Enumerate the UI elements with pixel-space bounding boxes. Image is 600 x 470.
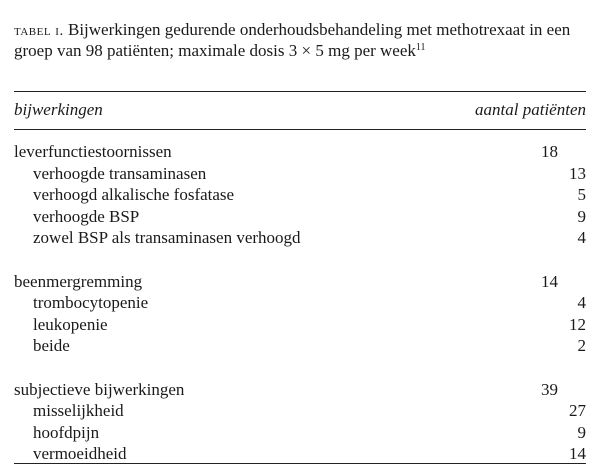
- row-value: 4: [577, 228, 586, 247]
- row-value: 12: [569, 314, 586, 334]
- row-label: verhoogde BSP: [33, 206, 140, 226]
- group-label: beenmergremming: [14, 271, 143, 291]
- group-total: 39: [541, 379, 558, 399]
- row-label: misselijkheid: [33, 401, 124, 420]
- group-label: subjectieve bijwerkingen: [14, 379, 185, 399]
- row-label: zowel BSP als transaminasen verhoogd: [33, 228, 301, 247]
- table-caption-text: Bijwerkingen gedurende onderhoudsbehandeling met methotrexaat in een groep van 98 patiënten; maximale dosis 3 × 5 mg per week: [14, 20, 571, 60]
- column-header-patient-count: aantal patiënten: [475, 100, 586, 119]
- table-row: [14, 314, 586, 336]
- group-row: [14, 379, 586, 401]
- table-row: [14, 184, 586, 206]
- row-value: 4: [577, 293, 586, 312]
- column-header-side-effects: bijwerkingen: [14, 100, 103, 119]
- table-top-rule: [14, 91, 586, 92]
- row-label: trombocytopenie: [33, 293, 149, 312]
- group-label: leverfunctiestoornissen: [14, 142, 172, 161]
- row-value: 5: [577, 185, 586, 204]
- row-label: beide: [33, 336, 70, 355]
- row-value: 27: [569, 401, 586, 420]
- row-value: 9: [577, 422, 586, 442]
- table-row: [14, 422, 586, 444]
- table-group: [14, 379, 586, 465]
- table-body: [14, 141, 586, 465]
- table-caption-label: tabel i.: [14, 23, 64, 39]
- table-row: [14, 443, 586, 465]
- row-value: 9: [577, 206, 586, 226]
- row-label: vermoeidheid: [33, 444, 127, 463]
- row-value: 14: [569, 444, 586, 463]
- row-label: hoofdpijn: [33, 422, 100, 442]
- table-bottom-rule: [14, 463, 586, 464]
- group-total: 14: [541, 271, 558, 291]
- group-row: [14, 271, 586, 293]
- row-value: 2: [577, 336, 586, 355]
- table-row: [14, 292, 586, 314]
- table-group: [14, 141, 586, 249]
- group-row: [14, 141, 586, 163]
- table-caption: [14, 20, 586, 61]
- table-header-rule: [14, 129, 586, 130]
- table-row: [14, 206, 586, 228]
- table-row: [14, 163, 586, 185]
- table-row: [14, 400, 586, 422]
- footnote-reference: 11: [415, 42, 426, 53]
- row-value: 13: [569, 163, 586, 183]
- table-row: [14, 335, 586, 357]
- row-label: verhoogd alkalische fosfatase: [33, 185, 235, 204]
- table-group: [14, 271, 586, 357]
- row-label: verhoogde transaminasen: [33, 163, 207, 183]
- row-label: leukopenie: [33, 314, 108, 334]
- table-row: [14, 227, 586, 249]
- group-total: 18: [541, 142, 558, 161]
